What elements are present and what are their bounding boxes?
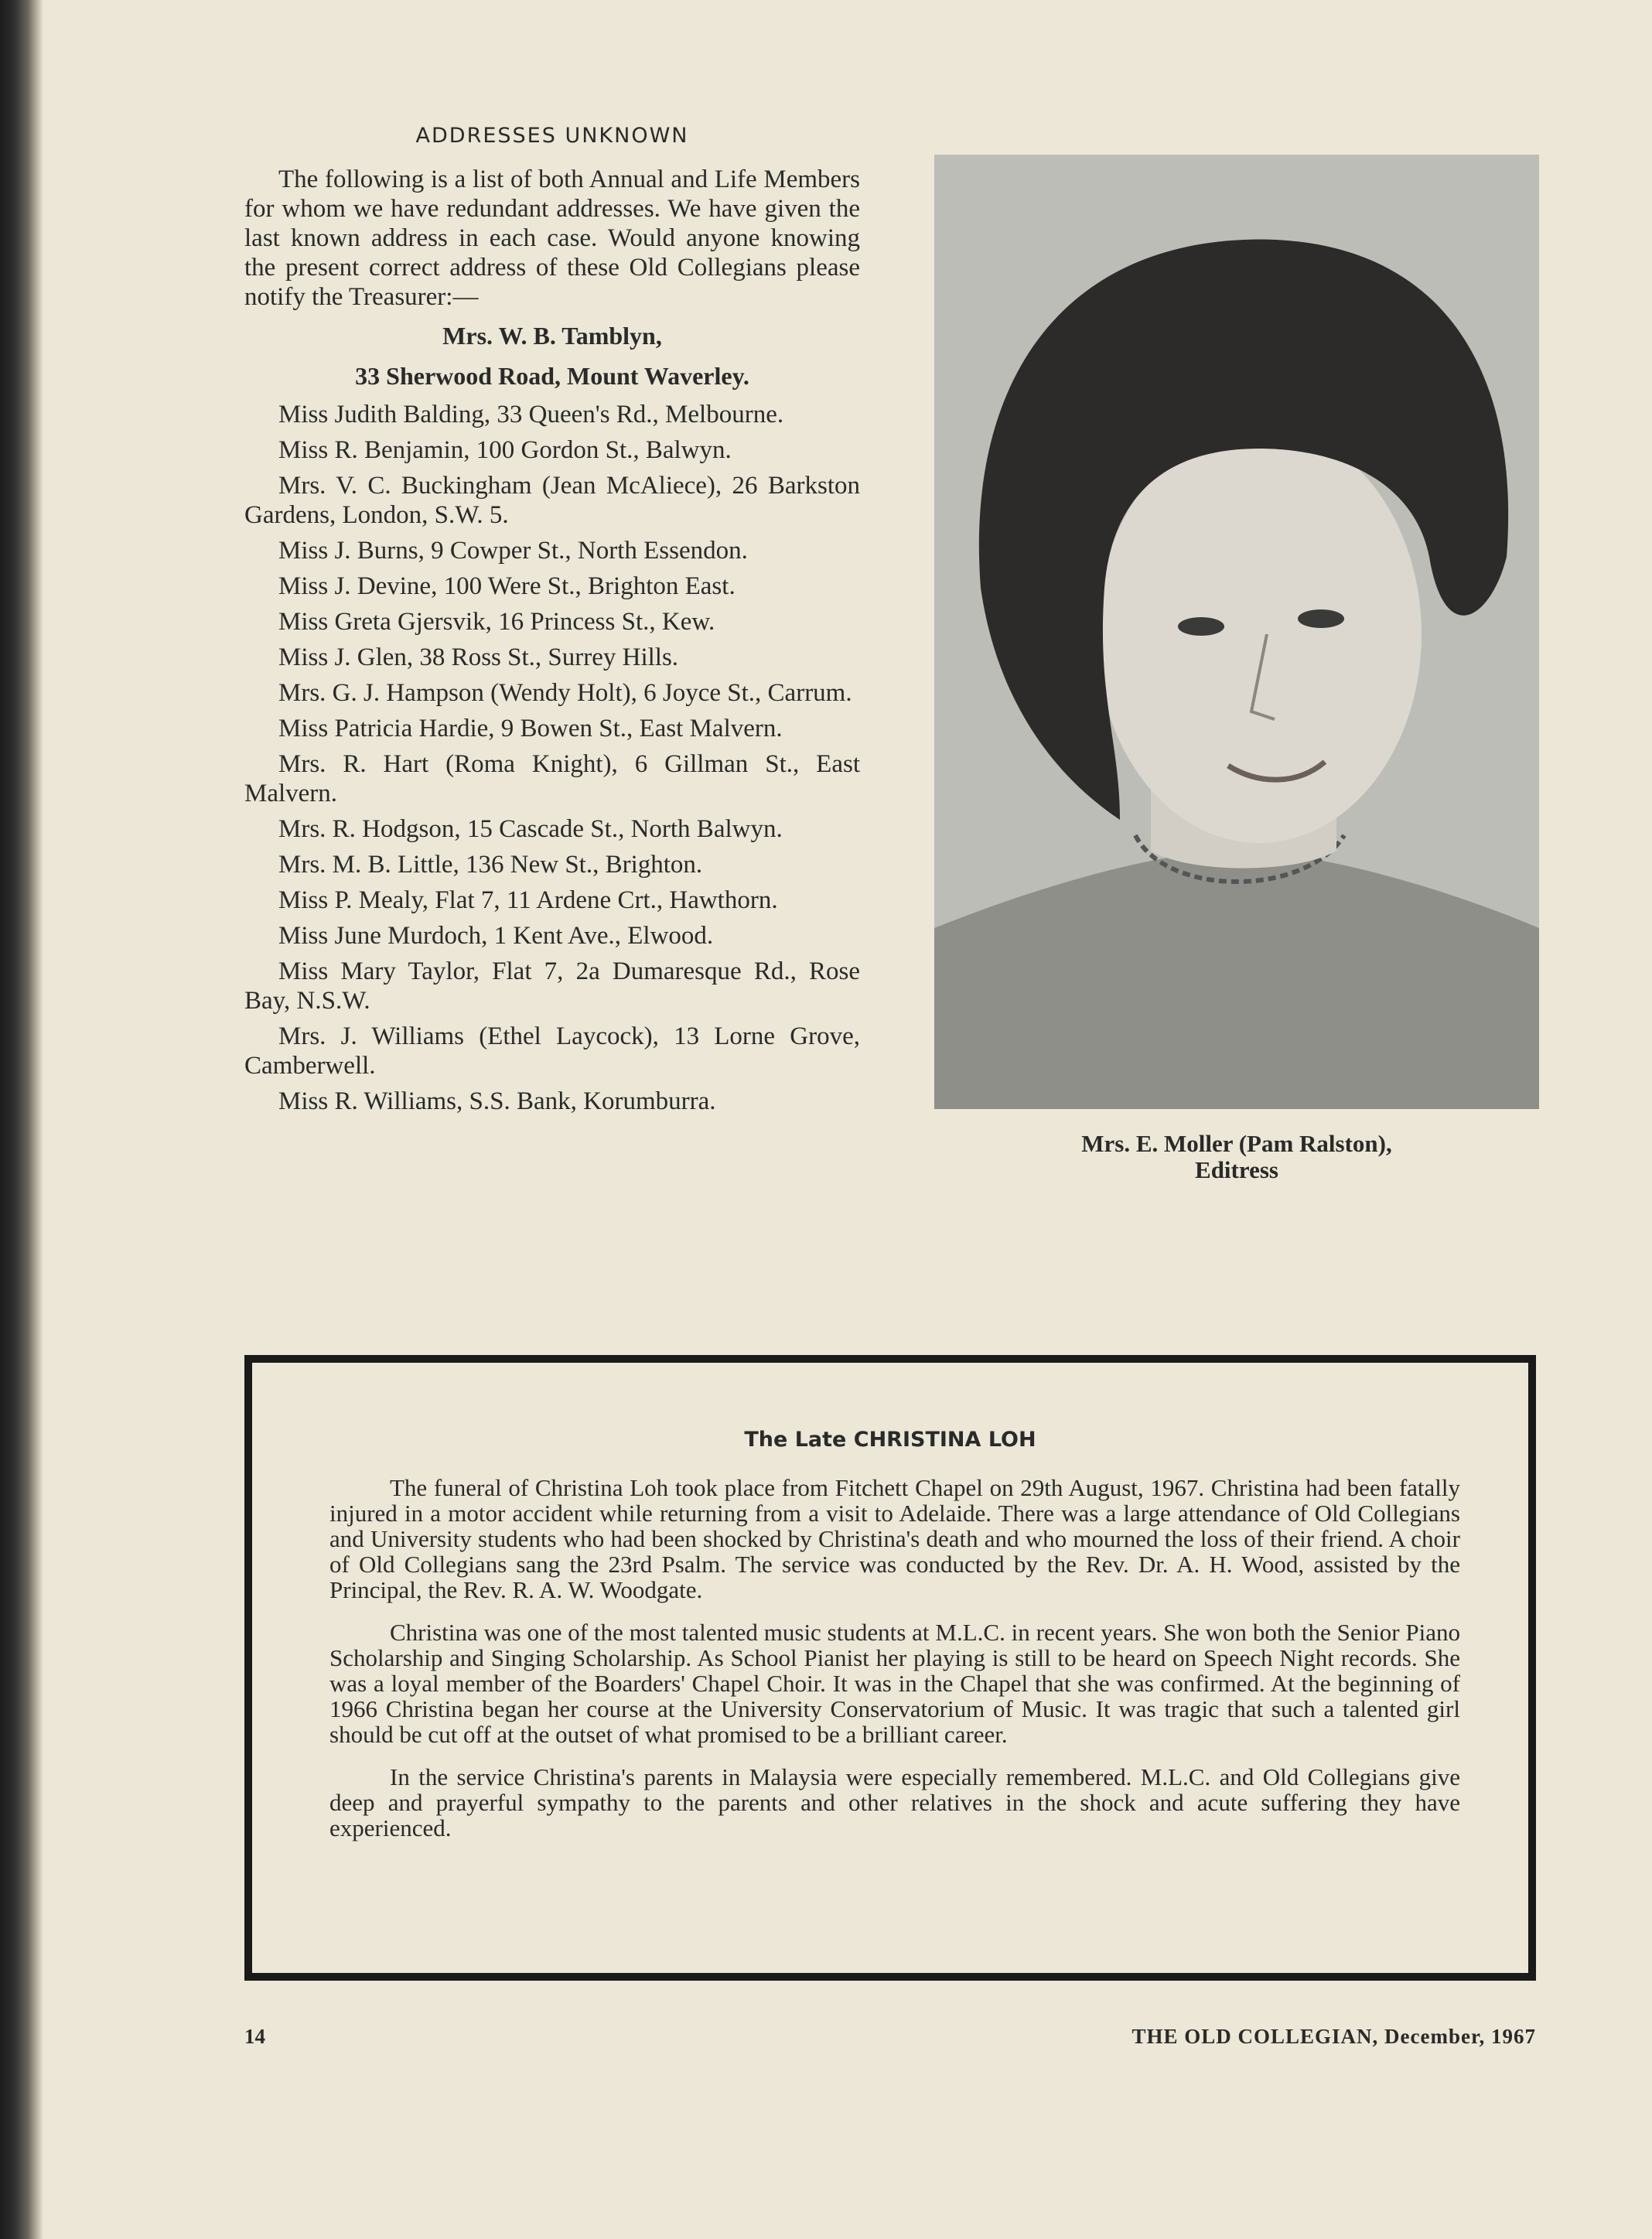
portrait-illustration <box>934 155 1539 1109</box>
treasurer-address: 33 Sherwood Road, Mount Waverley. <box>355 362 749 390</box>
address-entry: Mrs. J. Williams (Ethel Laycock), 13 Lorne Grove, Camberwell. <box>244 1022 860 1080</box>
address-entry: Miss Greta Gjersvik, 16 Princess St., Kew. <box>278 608 715 636</box>
photo-caption <box>934 1131 1539 1183</box>
address-entry: Miss Mary Taylor, Flat 7, 2a Dumaresque Rd., Rose Bay, N.S.W. <box>244 957 860 1015</box>
address-entry: Miss R. Williams, S.S. Bank, Korumburra. <box>278 1087 716 1115</box>
obituary-paragraph: The funeral of Christina Loh took place from Fitchett Chapel on 29th August, 1967. Christina had been fatally injured in a motor accident while returning from a visit to Adelaide. There was a large attendance of Old Collegians and University students who had been shocked by Christina's death and who mourned the loss of their friend. A choir of Old Collegians sang the 23rd Psalm. The service was conducted by the Rev. Dr. A. H. Wood, assisted by the Principal, the Rev. R. A. W. Woodgate. <box>329 1474 1460 1603</box>
address-entry: Mrs. M. B. Little, 136 New St., Brighton. <box>278 851 703 879</box>
address-entry: Miss Judith Balding, 33 Queen's Rd., Melbourne. <box>278 401 784 428</box>
obituary-paragraph: Christina was one of the most talented music students at M.L.C. in recent years. She won both the Senior Piano Scholarship and Singing Scholarship. As School Pianist her playing is still to be heard on Speech Night records. She was a loyal member of the Boarders' Chapel Choir. It was in the Chapel that she was confirmed. At the beginning of 1966 Christina began her course at the University Conservatorium of Music. It was tragic that such a talented girl should be cut off at the outset of what promised to be a brilliant career. <box>329 1619 1460 1748</box>
address-entry: Mrs. G. J. Hampson (Wendy Holt), 6 Joyce St., Carrum. <box>278 679 852 707</box>
treasurer-name: Mrs. W. B. Tamblyn, <box>442 322 662 350</box>
address-entry: Miss R. Benjamin, 100 Gordon St., Balwyn. <box>278 436 732 464</box>
caption-name: Mrs. E. Moller (Pam Ralston), <box>1081 1130 1392 1157</box>
address-entry: Mrs. R. Hodgson, 15 Cascade St., North Balwyn. <box>278 815 783 843</box>
obituary-paragraph: In the service Christina's parents in Malaysia were especially remembered. M.L.C. and Old Collegians give deep and prayerful sympathy to the parents and other relatives in the shock and acute suffering they have experienced. <box>329 1763 1460 1841</box>
intro-paragraph: The following is a list of both Annual and Life Members for whom we have redundant addresses. We have given the last known address in each case. Would anyone knowing the present correct address of these Old Collegians please notify the Treasurer:— <box>244 166 860 311</box>
obituary-body <box>252 1475 1528 1841</box>
obituary-box <box>244 1355 1536 1981</box>
book-binding-shadow <box>0 0 43 2239</box>
obituary-title: The Late CHRISTINA LOH <box>744 1428 1036 1452</box>
caption-role: Editress <box>1195 1156 1278 1183</box>
portrait-photo <box>934 155 1539 1109</box>
address-entry: Miss P. Mealy, Flat 7, 11 Ardene Crt., Hawthorn. <box>278 886 778 914</box>
addresses-unknown-section <box>244 124 860 1122</box>
page-number: 14 <box>244 2025 265 2048</box>
address-entry: Miss J. Burns, 9 Cowper St., North Essendon. <box>278 537 748 565</box>
address-entry: Miss June Murdoch, 1 Kent Ave., Elwood. <box>278 922 714 950</box>
section-title: ADDRESSES UNKNOWN <box>415 124 689 148</box>
address-entry: Miss J. Devine, 100 Were St., Brighton East. <box>278 572 736 600</box>
publication-footer: THE OLD COLLEGIAN, December, 1967 <box>1131 2025 1536 2048</box>
address-entry: Mrs. R. Hart (Roma Knight), 6 Gillman St., East Malvern. <box>244 750 860 807</box>
address-entry: Mrs. V. C. Buckingham (Jean McAliece), 26 Barkston Gardens, London, S.W. 5. <box>244 472 860 529</box>
address-entry: Miss J. Glen, 38 Ross St., Surrey Hills. <box>278 643 679 671</box>
address-entry: Miss Patricia Hardie, 9 Bowen St., East Malvern. <box>278 715 783 742</box>
address-list <box>244 400 860 1116</box>
